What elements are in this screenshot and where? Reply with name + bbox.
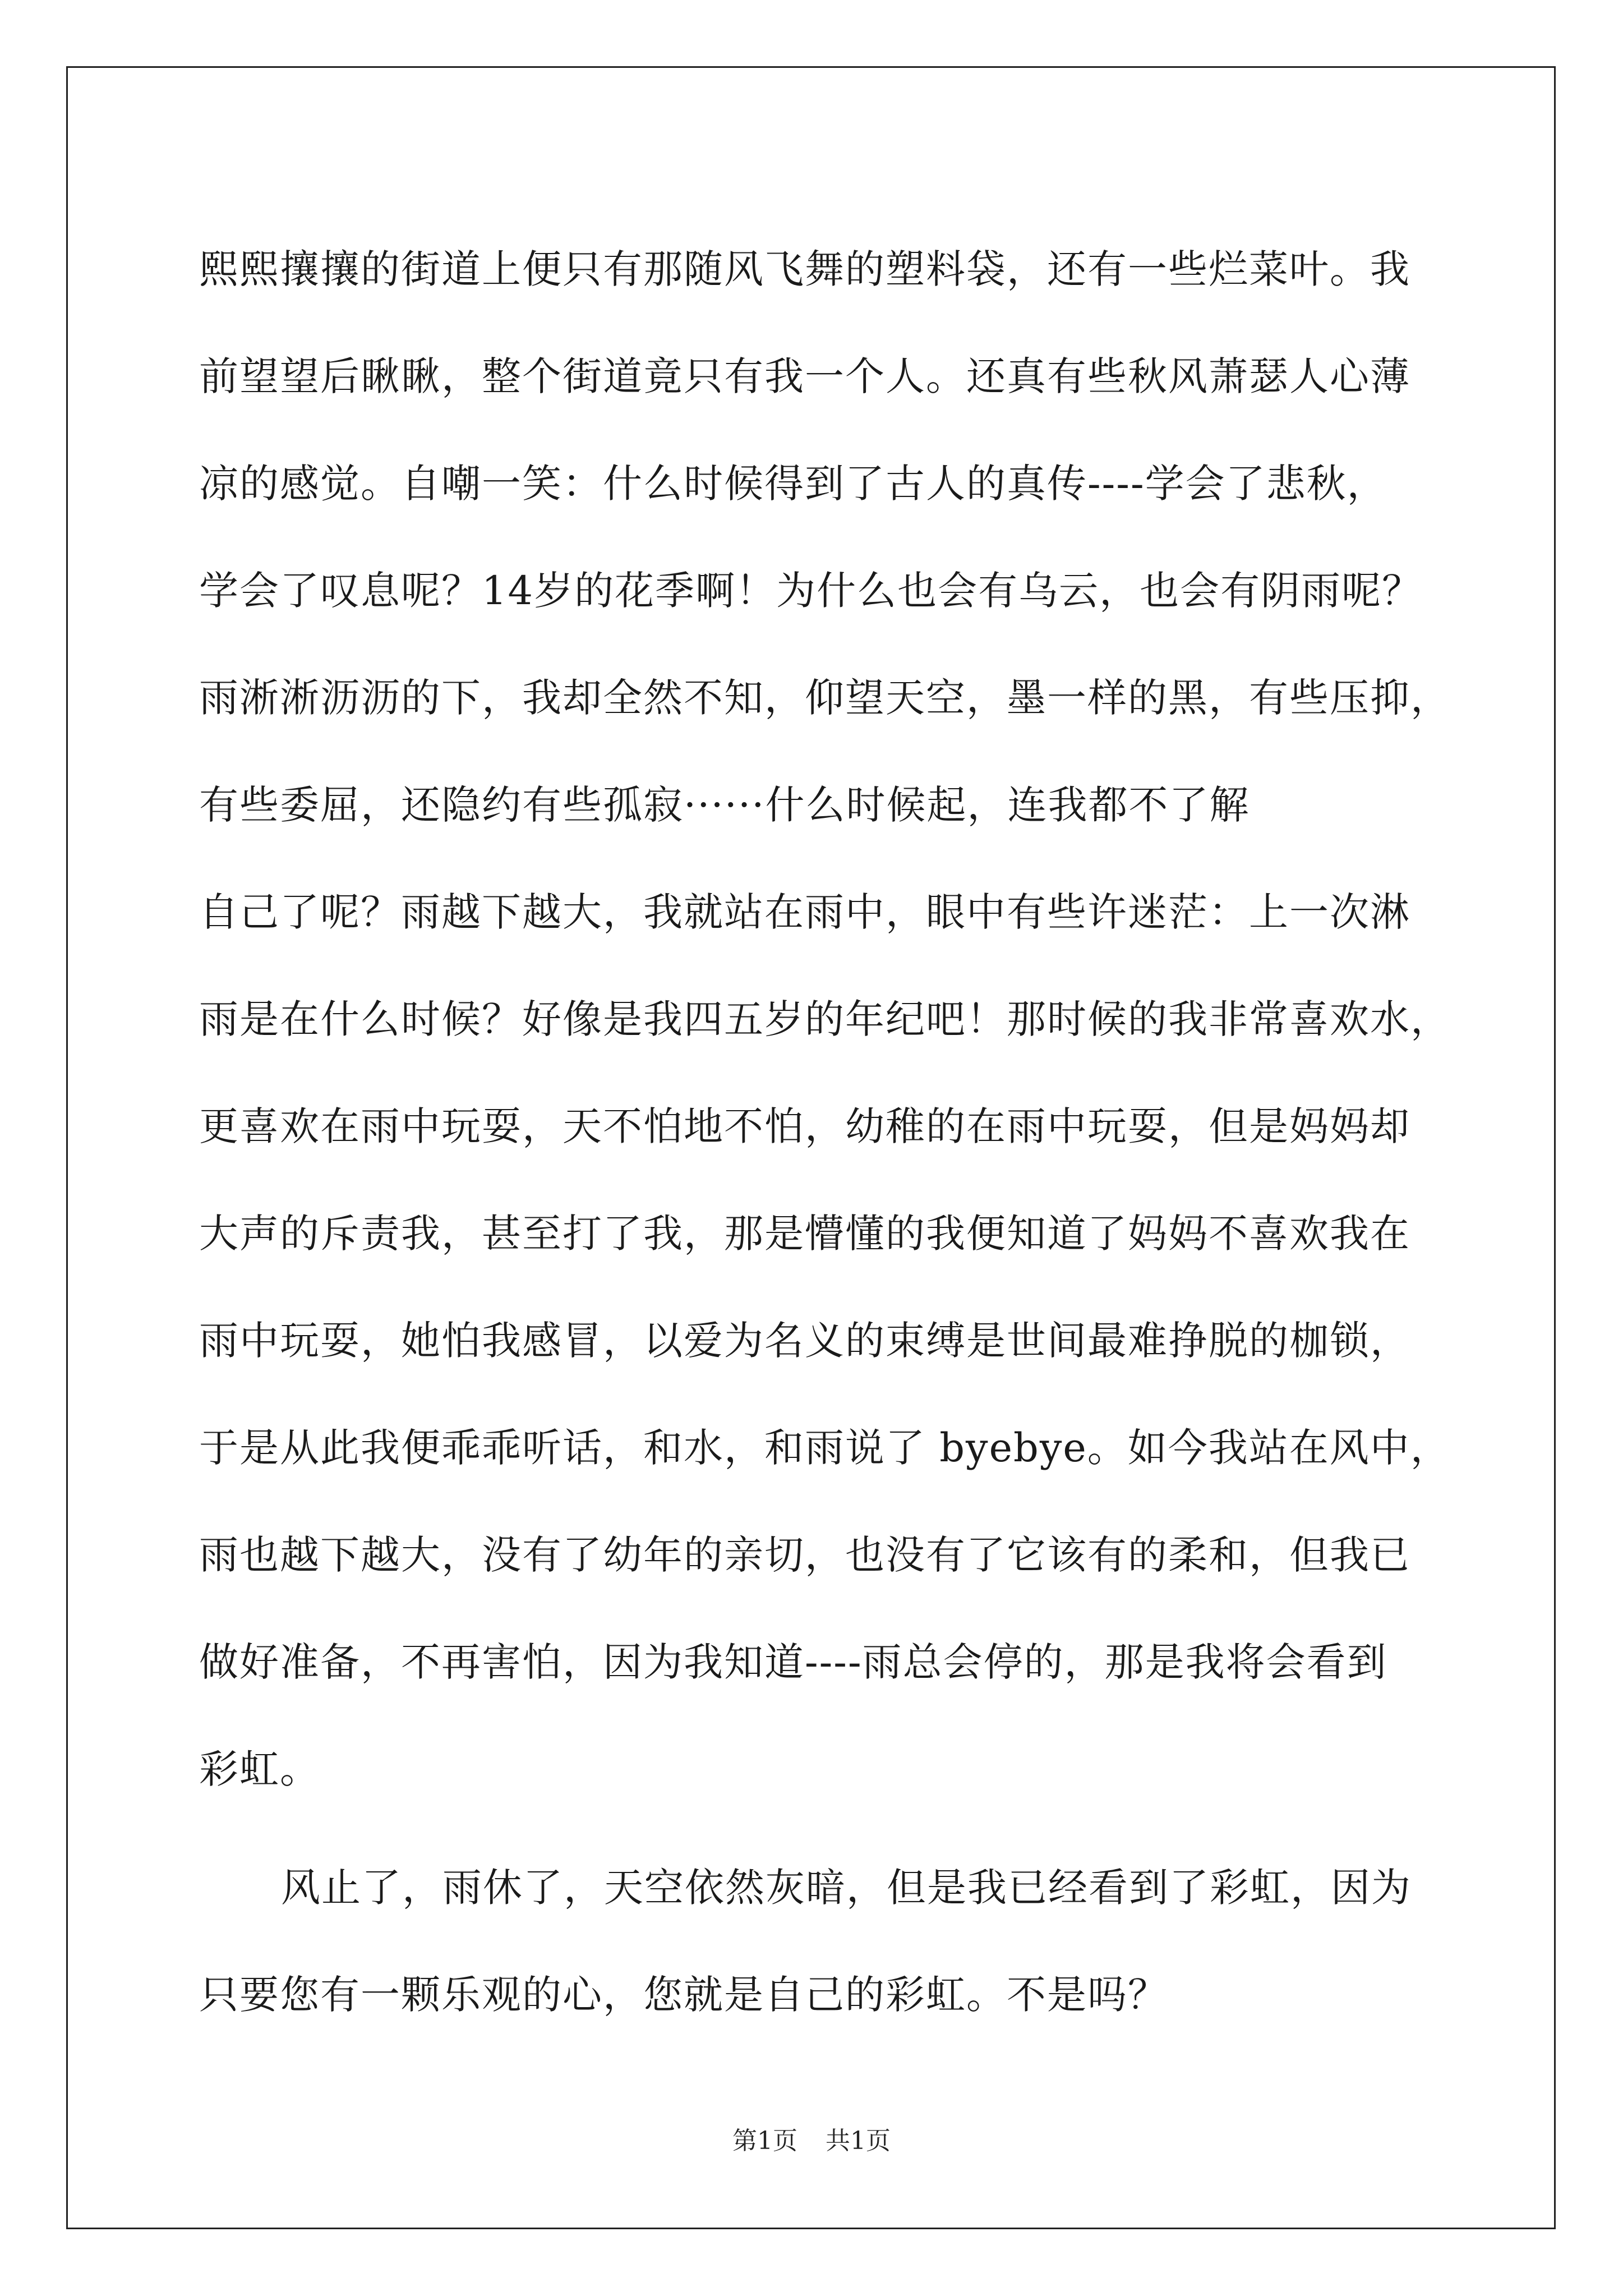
text-line: 自己了呢？雨越下越大，我就站在雨中，眼中有些许迷茫：上一次淋 <box>199 889 1410 935</box>
text-line: 雨是在什么时候？好像是我四五岁的年纪吧！那时候的我非常喜欢水， <box>199 996 1451 1042</box>
text-line: 雨淅淅沥沥的下，我却全然不知，仰望天空，墨一样的黑，有些压抑， <box>199 675 1451 721</box>
text-line: 有些委屈，还隐约有些孤寂······什么时候起，连我都不了解 <box>199 782 1250 828</box>
text-line: 风止了，雨休了，天空依然灰暗，但是我已经看到了彩虹，因为 <box>281 1865 1412 1911</box>
text-line: 熙熙攘攘的街道上便只有那随风飞舞的塑料袋，还有一些烂菜叶。我 <box>199 246 1410 292</box>
text-line: 凉的感觉。自嘲一笑：什么时候得到了古人的真传----学会了悲秋， <box>199 461 1387 507</box>
page-footer <box>0 2120 1623 2156</box>
text-line: 做好准备，不再害怕，因为我知道----雨总会停的，那是我将会看到 <box>199 1639 1387 1685</box>
text-line: 大声的斥责我，甚至打了我，那是懵懂的我便知道了妈妈不喜欢我在 <box>199 1211 1410 1257</box>
text-line: 雨中玩耍，她怕我感冒，以爱为名义的束缚是世间最难挣脱的枷锁， <box>199 1318 1410 1364</box>
text-line: 前望望后瞅瞅，整个街道竟只有我一个人。还真有些秋风萧瑟人心薄 <box>199 353 1410 399</box>
text-line: 只要您有一颗乐观的心，您就是自己的彩虹。不是吗？ <box>199 1972 1168 2018</box>
text-line: 更喜欢在雨中玩耍，天不怕地不怕，幼稚的在雨中玩耍，但是妈妈却 <box>199 1103 1410 1149</box>
page-number: 第1页 <box>732 2127 797 2155</box>
document-body <box>199 216 1455 2049</box>
text-line: 彩虹。 <box>199 1746 320 1792</box>
paragraph-1 <box>199 216 1455 1823</box>
paragraph-2 <box>199 1834 1455 2049</box>
text-line: 雨也越下越大，没有了幼年的亲切，也没有了它该有的柔和，但我已 <box>199 1532 1410 1578</box>
page-count: 共1页 <box>826 2127 891 2155</box>
text-line: 于是从此我便乖乖听话，和水，和雨说了 byebye。如今我站在风中， <box>199 1425 1451 1471</box>
text-line: 学会了叹息呢？14岁的花季啊！为什么也会有乌云，也会有阴雨呢？ <box>199 568 1423 614</box>
